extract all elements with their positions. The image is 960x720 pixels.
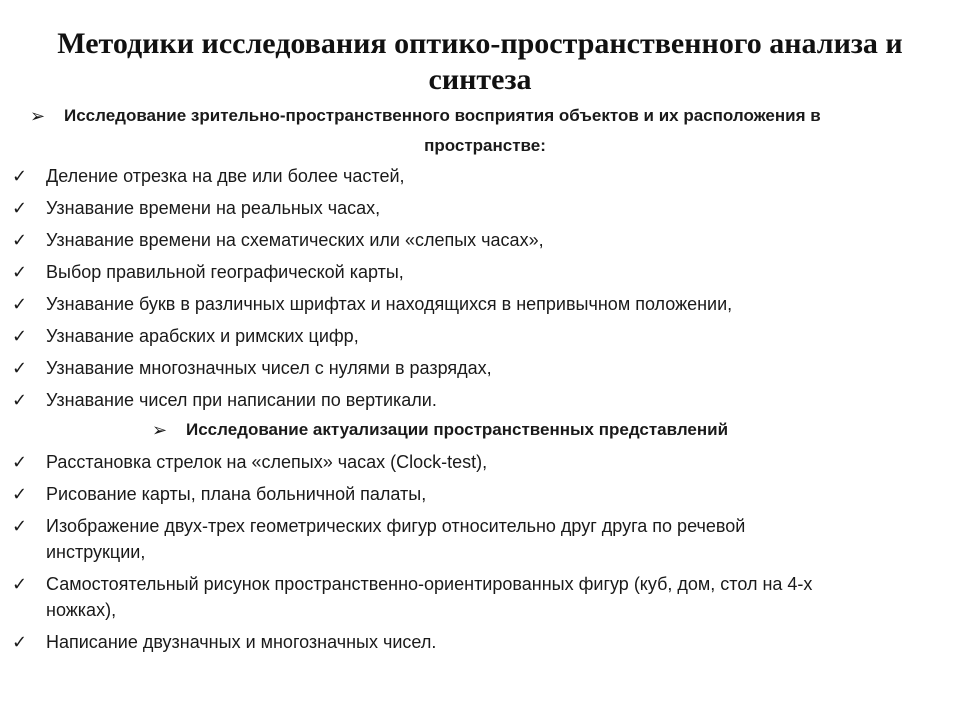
check-icon: ✓ xyxy=(12,574,28,594)
arrow-bullet-icon: ➢ xyxy=(30,106,46,126)
check-icon: ✓ xyxy=(12,358,28,378)
list-item-text: Узнавание чисел при написании по вертикали. xyxy=(46,390,437,410)
list-item-text: Расстановка стрелок на «слепых» часах (Clock-test), xyxy=(46,452,488,472)
list-item-text: Узнавание многозначных чисел с нулями в разрядах, xyxy=(46,358,492,378)
list-item-text: Выбор правильной географической карты, xyxy=(46,262,404,282)
list-item-text: Узнавание времени на реальных часах, xyxy=(46,198,381,218)
section1-heading-line2: пространстве: xyxy=(424,136,546,155)
check-icon: ✓ xyxy=(12,294,28,314)
check-icon: ✓ xyxy=(12,326,28,346)
check-icon: ✓ xyxy=(12,484,28,504)
list-item-text: инструкции, xyxy=(46,542,146,562)
list-item-text: Написание двузначных и многозначных чисел. xyxy=(46,632,437,652)
list-item-text: Изображение двух-трех геометрических фигур относительно друг друга по речевой xyxy=(46,516,746,536)
section1-heading-line1: Исследование зрительно-пространственного восприятия объектов и их расположения в xyxy=(64,106,821,125)
list-item-text: Самостоятельный рисунок пространственно-ориентированных фигур (куб, дом, стол на 4-х xyxy=(46,574,813,594)
check-icon: ✓ xyxy=(12,166,28,186)
arrow-bullet-icon: ➢ xyxy=(152,420,168,440)
section2-heading-text: Исследование актуализации пространственных представлений xyxy=(186,420,729,439)
check-icon: ✓ xyxy=(12,390,28,410)
check-icon: ✓ xyxy=(12,262,28,282)
page-title: Методики исследования оптико-пространственного анализа и синтеза xyxy=(57,27,903,96)
list-item-text: Узнавание времени на схематических или «слепых часах», xyxy=(46,230,544,250)
list-item-text: Рисование карты, плана больничной палаты, xyxy=(46,484,427,504)
check-icon: ✓ xyxy=(12,632,28,652)
list-item-text: ножках), xyxy=(46,600,117,620)
check-icon: ✓ xyxy=(12,516,28,536)
list-item-text: Узнавание букв в различных шрифтах и находящихся в непривычном положении, xyxy=(46,294,733,314)
check-icon: ✓ xyxy=(12,198,28,218)
check-icon: ✓ xyxy=(12,230,28,250)
check-icon: ✓ xyxy=(12,452,28,472)
list-item-text: Узнавание арабских и римских цифр, xyxy=(46,326,359,346)
list-item-text: Деление отрезка на две или более частей, xyxy=(46,166,405,186)
